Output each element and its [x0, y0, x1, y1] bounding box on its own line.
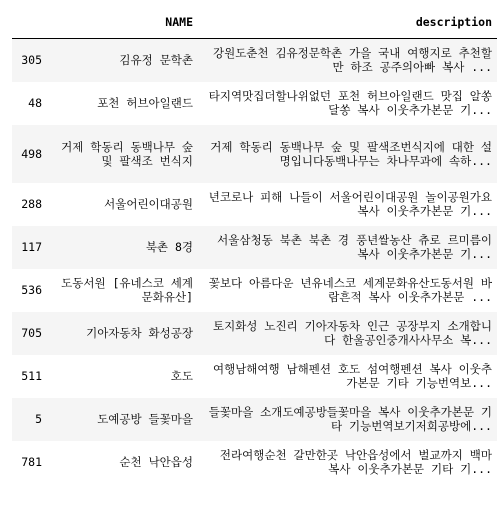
row-index: 781: [12, 441, 46, 484]
row-index: 498: [12, 125, 46, 183]
header-index: [12, 10, 46, 39]
row-name: 서울어린이대공원: [46, 183, 199, 226]
header-name: NAME: [46, 10, 199, 39]
row-index: 48: [12, 82, 46, 125]
table-row: [12, 441, 497, 484]
row-name: 포천 허브아일랜드: [46, 82, 199, 125]
table-row: [12, 355, 497, 398]
row-description: 꽃보다 아름다운 년유네스코 세계문화유산도동서원 바람흔적 복사 이웃추가본문 ...: [199, 269, 497, 312]
row-description: 강원도춘천 김유정문학촌 가을 국내 여행지로 추천할만 하조 공주의아빠 복사 ...: [199, 39, 497, 82]
row-description: 토지화성 노진리 기아자동차 인근 공장부지 소개합니다 한울공인중개사사무소 복...: [199, 312, 497, 355]
table-row: [12, 125, 497, 183]
row-description: 여행남해여행 남해펜션 호도 섬여행펜션 복사 이웃추가본문 기타 기능번역보...: [199, 355, 497, 398]
row-description: 거제 학동리 동백나무 숲 및 팔색조번식지에 대한 설명입니다동백나무는 차나무과에 속하...: [199, 125, 497, 183]
row-name: 기아자동차 화성공장: [46, 312, 199, 355]
row-description: 전라여행순천 갈만한곳 낙안읍성에서 벌교까지 백마 복사 이웃추가본문 기타 기...: [199, 441, 497, 484]
header-row: [12, 10, 497, 39]
row-index: 288: [12, 183, 46, 226]
table-row: [12, 226, 497, 269]
row-name: 도동서원 [유네스코 세계문화유산]: [46, 269, 199, 312]
table-row: [12, 183, 497, 226]
table-row: [12, 269, 497, 312]
row-name: 호도: [46, 355, 199, 398]
table-row: [12, 82, 497, 125]
row-name: 거제 학동리 동백나무 숲 및 팔색조 번식지: [46, 125, 199, 183]
table-row: [12, 398, 497, 441]
row-name: 순천 낙안읍성: [46, 441, 199, 484]
row-index: 536: [12, 269, 46, 312]
row-name: 도예공방 들꽃마을: [46, 398, 199, 441]
row-description: 서울삼청동 북촌 북촌 경 풍년쌀농산 츄로 르미름이 복사 이웃추가본문 기...: [199, 226, 497, 269]
data-table: [12, 10, 497, 484]
row-description: 타지역맛집더할나위없던 포천 허브아일랜드 맛집 알쏭달쏭 복사 이웃추가본문 기...: [199, 82, 497, 125]
row-index: 5: [12, 398, 46, 441]
row-name: 김유정 문학촌: [46, 39, 199, 82]
row-index: 705: [12, 312, 46, 355]
row-index: 305: [12, 39, 46, 82]
row-index: 117: [12, 226, 46, 269]
row-name: 북촌 8경: [46, 226, 199, 269]
row-description: 들꽃마을 소개도예공방들꽃마을 복사 이웃추가본문 기타 기능번역보기저희공방에...: [199, 398, 497, 441]
row-description: 년코로나 피해 나들이 서울어린이대공원 놀이공원가요 복사 이웃추가본문 기...: [199, 183, 497, 226]
row-index: 511: [12, 355, 46, 398]
table-row: [12, 312, 497, 355]
header-description: description: [199, 10, 497, 39]
table-row: [12, 39, 497, 82]
